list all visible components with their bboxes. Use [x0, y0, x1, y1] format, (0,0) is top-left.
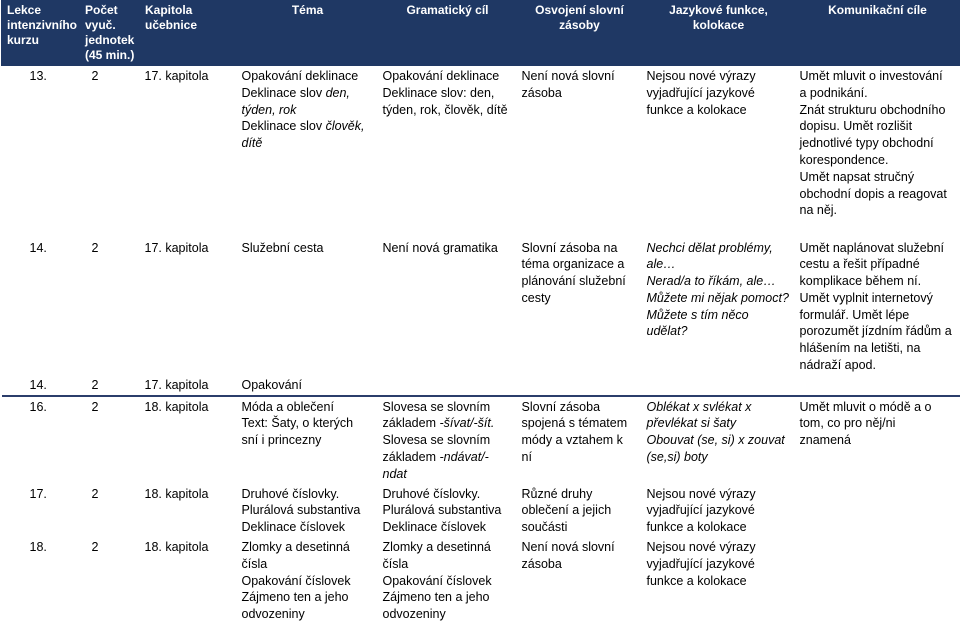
chapter-name: 18. kapitola	[140, 396, 237, 484]
vocab-cell	[517, 537, 642, 624]
header-topic: Téma	[237, 1, 378, 66]
communication-line: Umět mluvit o módě a o	[799, 399, 932, 414]
functions-line: funkce a kolokace	[646, 102, 747, 117]
grammar-cell	[378, 484, 517, 537]
topic-emphasis: člověk,	[325, 119, 365, 134]
topic-line: Druhové číslovky.	[241, 486, 340, 501]
communication-line: tom, co pro něj/ni	[799, 416, 896, 431]
table-row	[2, 66, 960, 238]
vocab-line: cesty	[521, 290, 551, 305]
functions-line: Můžete mi nějak pomoct?	[646, 290, 789, 305]
communication-line: obchodní dopis a reagovat	[799, 186, 947, 201]
units-count: 2	[91, 486, 99, 501]
functions-line: ale…	[646, 257, 676, 272]
communication-line: na něj.	[799, 203, 838, 218]
vocab-cell	[517, 484, 642, 537]
grammar-line: čísla	[382, 556, 409, 571]
topic-line: Móda a oblečení	[241, 399, 334, 414]
units-count: 2	[80, 66, 140, 238]
grammar-line: Druhové číslovky.	[382, 486, 481, 501]
topic-line: týden, rok	[241, 102, 297, 117]
functions-line: Nejsou nové výrazy	[646, 69, 756, 83]
vocab-line: téma organizace a	[521, 257, 625, 272]
chapter-name: 17. kapitola	[144, 377, 209, 392]
functions-cell	[642, 537, 795, 624]
functions-line: Nejsou nové výrazy	[646, 540, 756, 555]
chapter-name: 18. kapitola	[144, 540, 209, 555]
communication-line: formulář. Umět lépe	[799, 307, 910, 322]
functions-line: vyjadřující jazykové	[646, 503, 755, 518]
header-functions: Jazykové funkce, kolokace	[642, 1, 795, 66]
grammar-line: Deklinace slov: den,	[382, 85, 495, 100]
topic-line: čísla	[241, 556, 268, 571]
functions-line: funkce a kolokace	[646, 520, 747, 535]
units-count: 2	[80, 396, 140, 484]
functions-line: Nejsou nové výrazy	[646, 486, 756, 501]
communication-cell	[795, 66, 960, 238]
communication-line: Znát strukturu obchodního	[799, 102, 946, 117]
vocab-cell	[517, 238, 642, 375]
topic-line: Opakování	[241, 377, 302, 392]
communication-cell	[795, 537, 960, 624]
units-count: 2	[91, 540, 99, 555]
communication-line: Umět vyplnit internetový	[799, 290, 933, 305]
table-row	[2, 537, 960, 624]
functions-line: vyjadřující jazykové	[646, 556, 755, 571]
vocab-line: spojená s tématem	[521, 416, 628, 431]
units-count: 2	[91, 377, 99, 392]
communication-line: hlášením na letišti, na	[799, 341, 921, 356]
chapter-name: 17. kapitola	[144, 240, 209, 255]
functions-line: Oblékat x svlékat x	[646, 399, 752, 414]
grammar-line: Plurálová substantiva	[382, 503, 502, 518]
grammar-line: Zlomky a desetinná	[382, 540, 491, 555]
communication-line: dopisu. Umět rozlišit	[799, 119, 913, 134]
communication-line: korespondence.	[799, 152, 889, 167]
grammar-line: Slovesa se slovním	[382, 399, 491, 414]
topic-line: Zlomky a desetinná	[241, 540, 350, 555]
grammar-line: odvozeniny	[382, 607, 446, 622]
topic-line: Zájmeno ten a jeho	[241, 590, 349, 605]
communication-cell	[795, 238, 960, 375]
lesson-number: 16.	[2, 396, 80, 484]
topic-line	[242, 118, 374, 135]
header-units: Počet vyuč. jednotek (45 min.)	[80, 1, 140, 66]
communication-line: porozumět jízdním řádům a	[799, 324, 952, 339]
communication-line: cestu a řešit případné	[799, 257, 920, 272]
vocab-line: součásti	[521, 520, 568, 535]
vocab-line: Slovní zásoba	[521, 399, 601, 414]
vocab-line: módy a vztahem k	[521, 433, 623, 448]
grammar-cell	[378, 375, 517, 396]
functions-line: Nechci dělat problémy,	[646, 240, 773, 255]
functions-line: vyjadřující jazykové	[646, 85, 755, 100]
functions-cell	[642, 484, 795, 537]
vocab-cell	[517, 375, 642, 396]
grammar-emphasis: -šívat/-šít.	[439, 416, 495, 431]
vocab-line: Různé druhy	[521, 486, 593, 501]
functions-line: (se,si) boty	[646, 450, 708, 465]
topic-text: Deklinace slov	[241, 119, 326, 134]
vocab-line: Není nová slovní	[521, 69, 615, 83]
lesson-number: 14.	[29, 377, 47, 392]
topic-cell	[237, 396, 378, 484]
vocab-cell	[517, 66, 642, 238]
grammar-line	[383, 449, 513, 466]
vocab-line: plánování služební	[521, 274, 626, 289]
functions-line: Nerad/a to říkám, ale…	[646, 274, 776, 289]
grammar-line: Není nová gramatika	[382, 240, 498, 255]
functions-line: udělat?	[646, 324, 688, 339]
functions-cell	[642, 396, 795, 484]
vocab-cell	[517, 396, 642, 484]
communication-line: znamená	[799, 433, 851, 448]
grammar-cell	[378, 66, 517, 238]
units-count: 2	[91, 240, 99, 255]
lesson-number: 18.	[29, 540, 47, 555]
header-grammar: Gramatický cíl	[378, 1, 517, 66]
communication-line: komplikace během ní.	[799, 274, 922, 289]
vocab-line: zásoba	[521, 85, 562, 100]
communication-line: Umět mluvit o investování	[799, 69, 943, 83]
topic-line	[242, 85, 374, 102]
vocab-line: oblečení a jejich	[521, 503, 612, 518]
header-vocabulary: Osvojení slovní zásoby	[517, 1, 642, 66]
functions-line: Můžete s tím něco	[646, 307, 749, 322]
grammar-text: základem	[382, 416, 440, 431]
communication-line: a podnikání.	[799, 85, 868, 100]
topic-cell	[237, 66, 378, 238]
header-chapter: Kapitola učebnice	[140, 1, 237, 66]
grammar-line: Zájmeno ten a jeho	[382, 590, 490, 605]
functions-cell	[642, 375, 795, 396]
communication-line: Umět naplánovat služební	[799, 240, 945, 255]
functions-line: Obouvat (se, si) x zouvat	[646, 433, 785, 448]
header-communication: Komunikační cíle	[795, 1, 960, 66]
topic-cell	[237, 484, 378, 537]
topic-text: Deklinace slov	[241, 85, 326, 100]
topic-cell	[237, 238, 378, 375]
header-lesson: Lekce intenzivního kurzu	[2, 1, 80, 66]
topic-line: odvozeniny	[241, 607, 305, 622]
topic-line: Deklinace číslovek	[241, 520, 346, 535]
grammar-line	[383, 415, 513, 432]
topic-line: dítě	[241, 136, 263, 151]
functions-cell	[642, 238, 795, 375]
communication-cell	[795, 484, 960, 537]
curriculum-table	[1, 0, 960, 624]
functions-line: převlékat si šaty	[646, 416, 737, 431]
table-row	[2, 375, 960, 396]
topic-line: Plurálová substantiva	[241, 503, 361, 518]
communication-line: nádraží apod.	[799, 358, 876, 373]
grammar-text: základem	[382, 450, 440, 465]
communication-cell	[795, 375, 960, 396]
grammar-line: týden, rok, člověk, dítě	[382, 102, 508, 117]
topic-line: sní i princezny	[241, 433, 322, 448]
vocab-line: zásoba	[521, 556, 562, 571]
chapter-name: 17. kapitola	[140, 66, 237, 238]
functions-cell	[642, 66, 795, 238]
grammar-line: Deklinace číslovek	[382, 520, 487, 535]
topic-line: Opakování deklinace	[241, 69, 359, 83]
lesson-number: 14.	[29, 240, 47, 255]
vocab-line: Slovní zásoba na	[521, 240, 618, 255]
topic-cell	[237, 537, 378, 624]
grammar-cell	[378, 396, 517, 484]
grammar-emphasis: -ndávat/-	[439, 450, 489, 465]
table-row	[2, 238, 960, 375]
grammar-line: Opakování číslovek	[382, 573, 492, 588]
grammar-cell	[378, 537, 517, 624]
topic-line: Opakování číslovek	[241, 573, 351, 588]
grammar-line: Slovesa se slovním	[382, 433, 491, 448]
grammar-line: Opakování deklinace	[382, 69, 500, 83]
chapter-name: 18. kapitola	[144, 486, 209, 501]
grammar-cell	[378, 238, 517, 375]
vocab-line: ní	[521, 450, 532, 465]
functions-line: funkce a kolokace	[646, 573, 747, 588]
table-row	[2, 484, 960, 537]
table-header-row	[2, 1, 960, 66]
topic-line: Služební cesta	[241, 240, 324, 255]
communication-line: Umět napsat stručný	[799, 169, 915, 184]
communication-line: jednotlivé typy obchodní	[799, 136, 934, 151]
topic-emphasis: den,	[325, 85, 350, 100]
lesson-number: 17.	[29, 486, 47, 501]
topic-cell	[237, 375, 378, 396]
communication-cell	[795, 396, 960, 484]
table-row	[2, 396, 960, 484]
vocab-line: Není nová slovní	[521, 540, 615, 555]
topic-line: Text: Šaty, o kterých	[241, 416, 354, 431]
lesson-number: 13.	[2, 66, 80, 238]
grammar-line: ndat	[382, 466, 407, 481]
